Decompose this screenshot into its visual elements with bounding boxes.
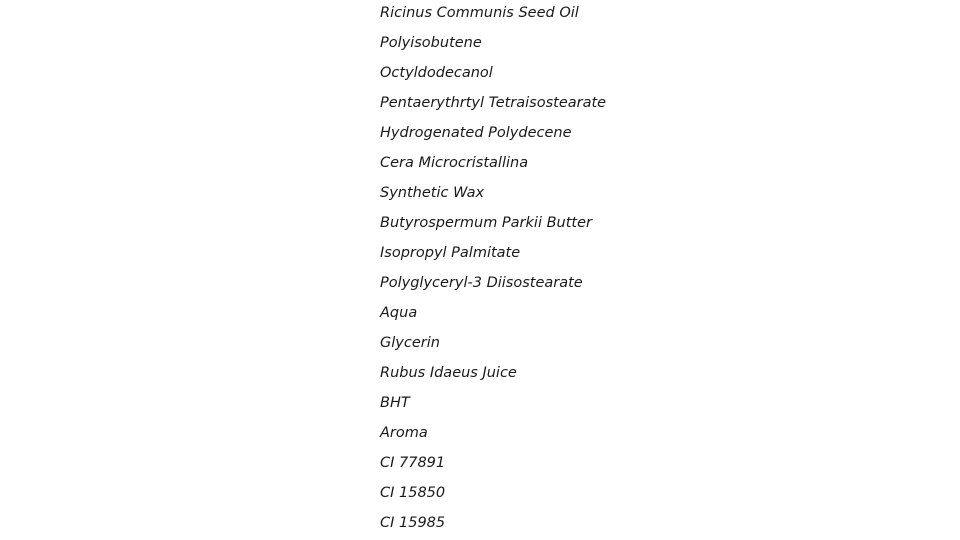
ingredient-item: Pentaerythrtyl Tetraisostearate <box>380 95 607 111</box>
ingredient-item: CI 15985 <box>380 515 446 531</box>
ingredient-item: Octyldodecanol <box>380 65 493 81</box>
ingredient-item: Rubus Idaeus Juice <box>380 365 517 381</box>
ingredient-list <box>380 2 606 540</box>
ingredient-item: Aroma <box>380 425 428 441</box>
ingredient-item: Polyisobutene <box>380 35 482 51</box>
ingredient-item: CI 15850 <box>380 485 446 501</box>
ingredient-item: Ricinus Communis Seed Oil <box>380 5 579 21</box>
ingredient-item: Hydrogenated Polydecene <box>380 125 572 141</box>
ingredient-item: Aqua <box>380 305 418 321</box>
ingredient-item: Glycerin <box>380 335 440 351</box>
ingredient-item: BHT <box>380 395 410 411</box>
ingredient-item: Synthetic Wax <box>380 185 485 201</box>
ingredient-item: Butyrospermum Parkii Butter <box>380 215 592 231</box>
ingredient-item: Cera Microcristallina <box>380 155 529 171</box>
ingredient-item: Polyglyceryl-3 Diisostearate <box>380 275 583 291</box>
ingredient-item: Isopropyl Palmitate <box>380 245 521 261</box>
ingredient-item: CI 77891 <box>380 455 446 471</box>
